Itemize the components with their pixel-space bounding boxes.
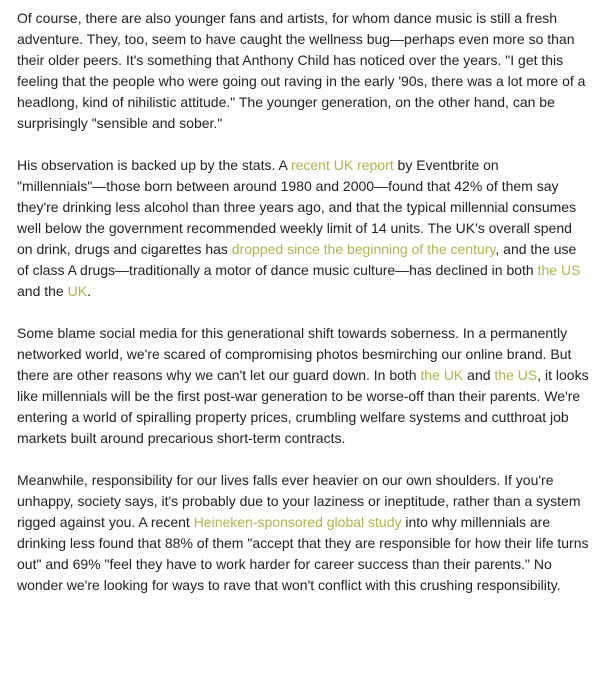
paragraph (17, 155, 589, 302)
link-the-us[interactable]: the US (537, 262, 581, 278)
article-body (17, 8, 589, 617)
paragraph (17, 470, 589, 596)
paragraph (17, 8, 589, 134)
paragraph-text: and the (17, 283, 68, 299)
paragraph-text: . (87, 283, 91, 299)
paragraph-text: , it looks like millennials will be the first post-war generation to be worse-off than their parents. We're entering a world of spiralling property prices, crumbling welfare systems and cutthroat job markets built around precarious short-term contracts. (17, 367, 589, 446)
paragraph-text: by Eventbrite on "millennials"—those born between around 1980 and 2000—found that 42% of them say they're drinking less alcohol than three years ago, and that the typical millennial consumes well below the government recommended weekly limit of 14 units. The UK's overall spend on drink, drugs and cigarettes has (17, 157, 577, 257)
paragraph-text: His observation is backed up by the stats. A (17, 157, 291, 173)
paragraph-text: and (463, 367, 495, 383)
link-the-uk[interactable]: the UK (420, 367, 464, 383)
paragraph-text: Of course, there are also younger fans and artists, for whom dance music is still a fresh adventure. They, too, seem to have caught the wellness bug—perhaps even more so than their older peers. It's something that Anthony Child has noticed over the years. "I get this feeling that the people who were going out raving in the early '90s, there was a lot more of a headlong, kind of nihilistic attitude." The younger generation, on the other hand, can be surprisingly "sensible and sober." (17, 10, 586, 131)
paragraph-text: into why millennials are drinking less found that 88% of them "accept that they are responsible for how their life turns out" and 69% "feel they have to work harder for career success than their parents." No wonder we're looking for ways to rave that won't conflict with this crushing responsibility. (17, 514, 589, 593)
paragraph-text: , and the use of class A drugs—traditionally a motor of dance music culture—has declined in both (17, 241, 577, 278)
paragraph (17, 323, 589, 449)
link-dropped-since-century[interactable]: dropped since the beginning of the century (231, 241, 496, 257)
link-recent-uk-report[interactable]: recent UK report (290, 157, 394, 173)
link-the-us-2[interactable]: the US (494, 367, 538, 383)
link-heineken-study[interactable]: Heineken-sponsored global study (193, 514, 402, 530)
paragraph-text: Some blame social media for this generational shift towards soberness. In a permanently networked world, we're scared of compromising photos besmirching our online brand. But there are other reasons why we can't let our guard down. In both (17, 325, 572, 383)
paragraph-text: Meanwhile, responsibility for our lives falls ever heavier on our own shoulders. If you're unhappy, society says, it's probably due to your laziness or ineptitude, rather than a system rigged against you. A recent (17, 472, 581, 530)
link-uk[interactable]: UK (67, 283, 88, 299)
